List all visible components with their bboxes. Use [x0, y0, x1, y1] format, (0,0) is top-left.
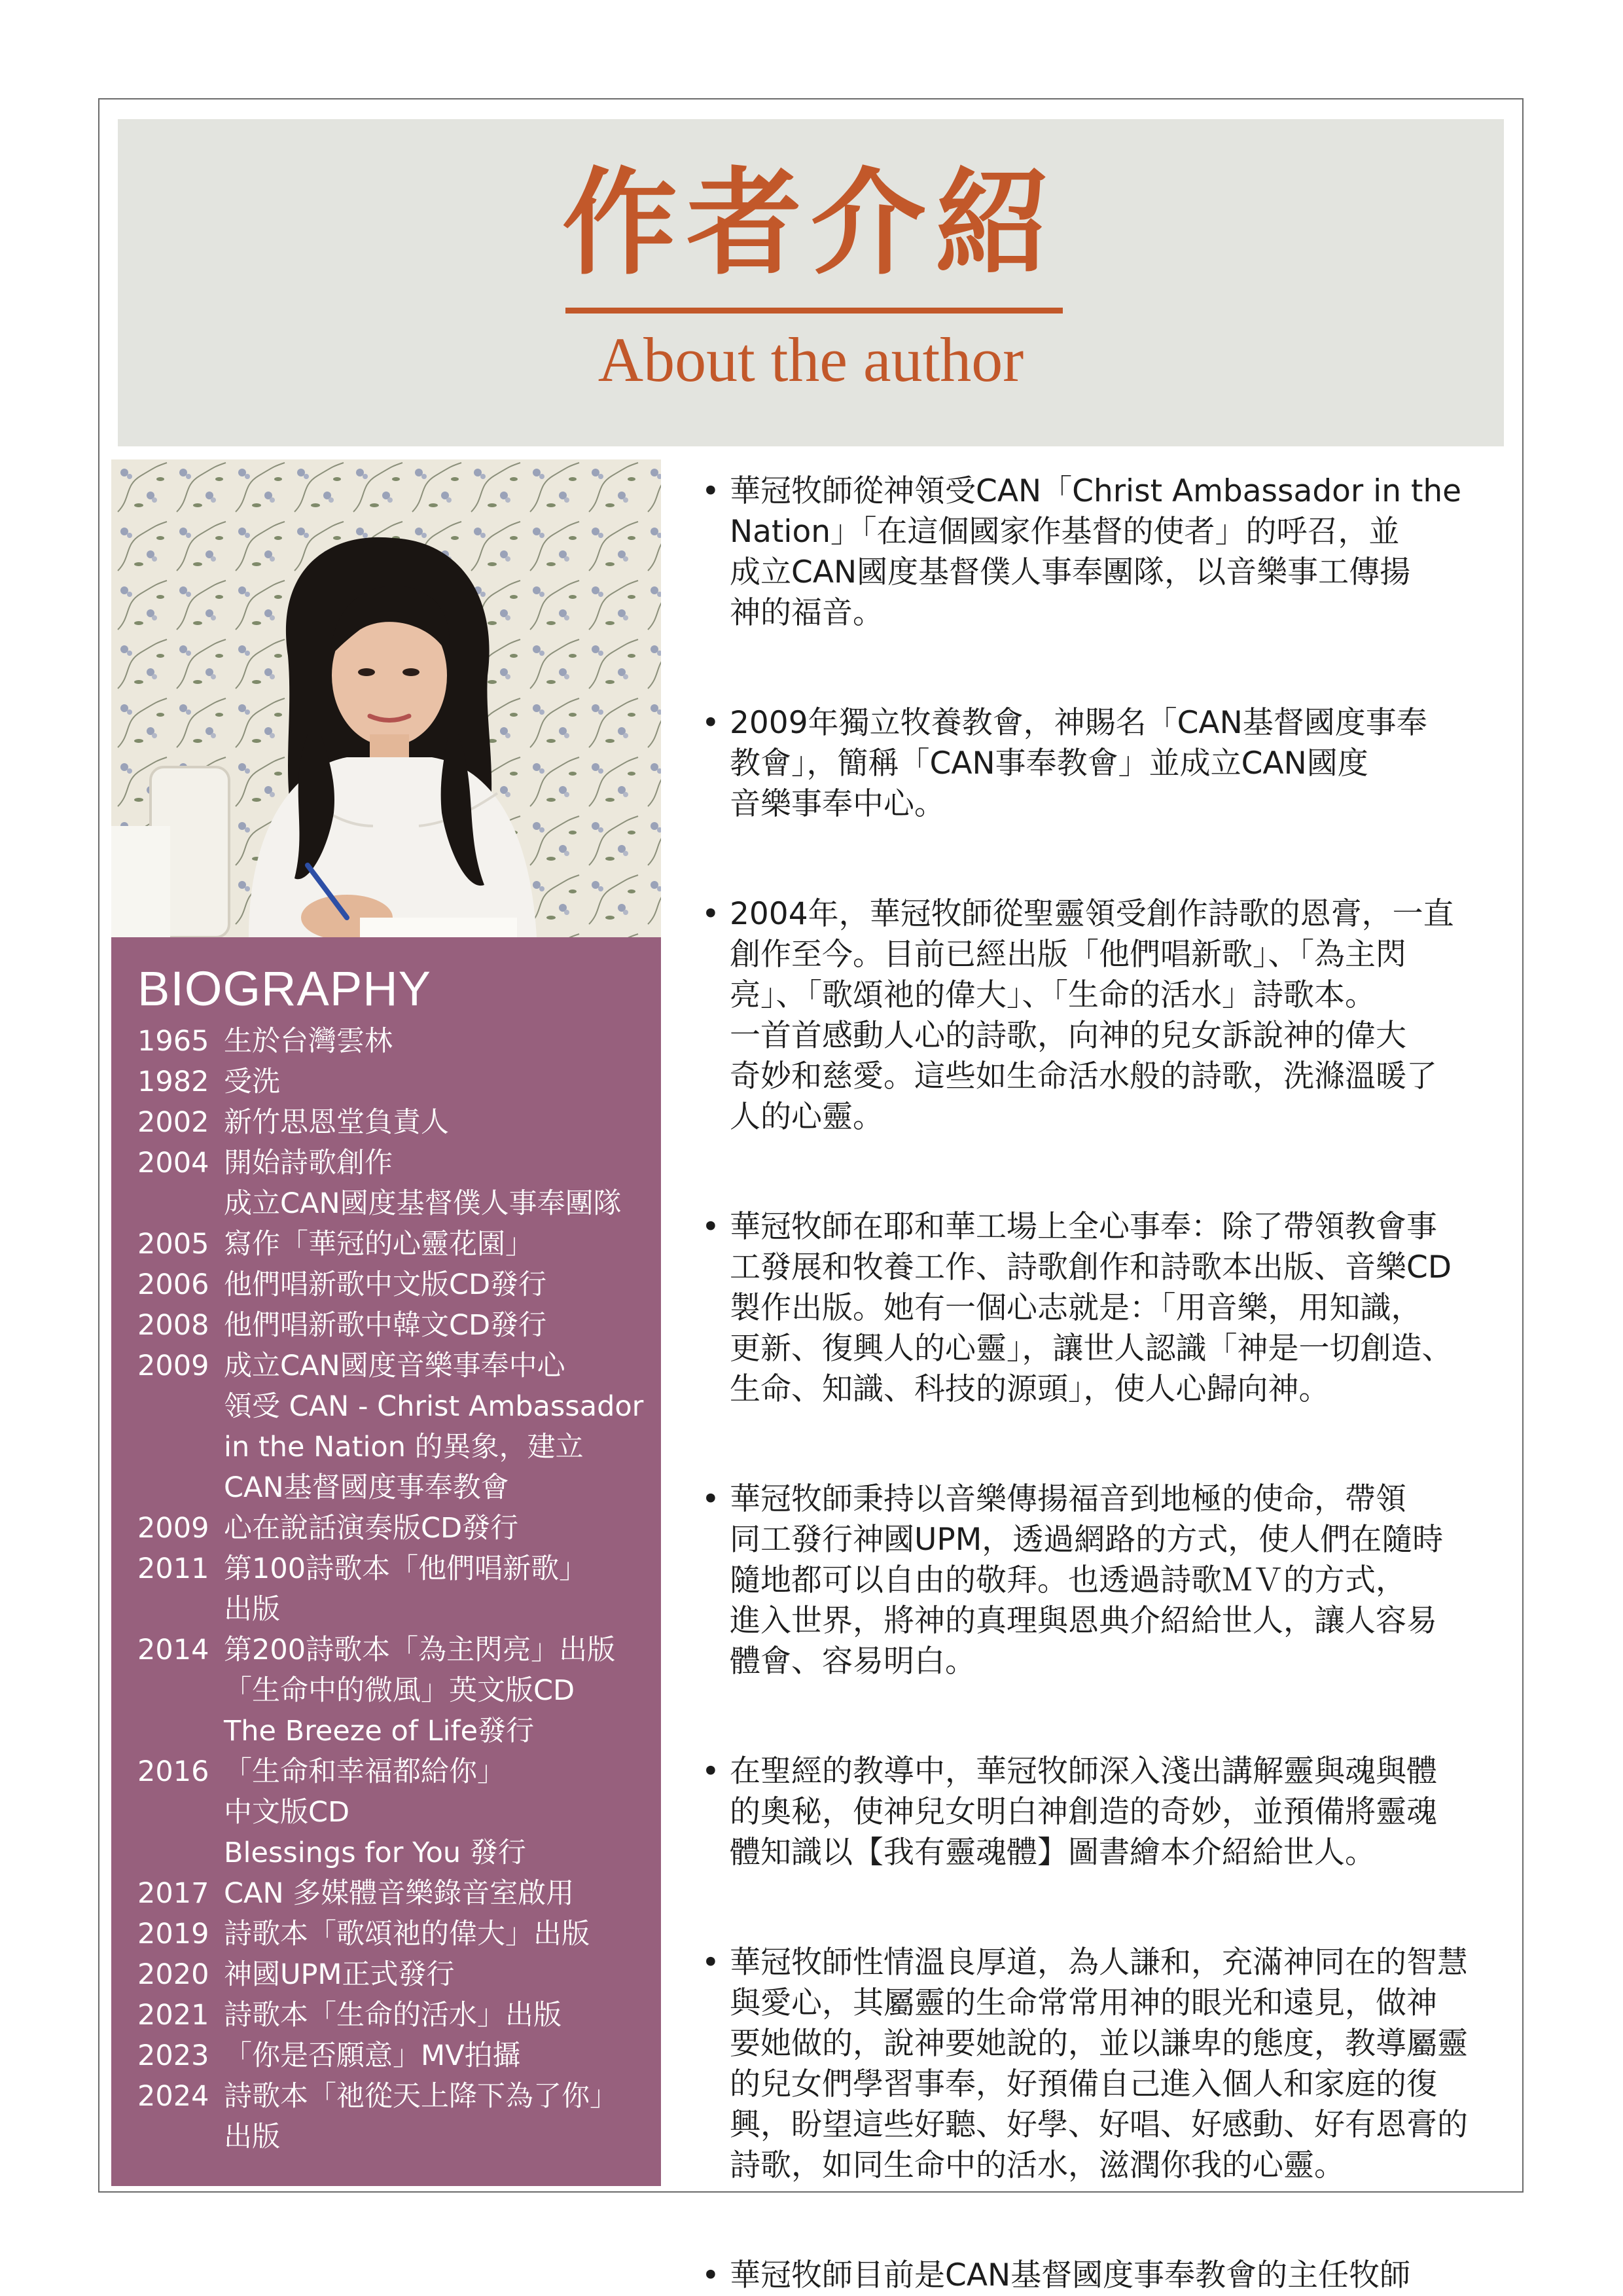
bullet-line: 體會、容易明白。	[730, 1643, 976, 1679]
biography-event-line: 詩歌本「祂從天上降下為了你」	[224, 2080, 618, 2113]
bullet-line: Nation」「在這個國家作基督的使者」的呼召，並	[730, 514, 1400, 550]
biography-year: 1982	[137, 1066, 209, 1098]
bullet-list	[700, 471, 1502, 2296]
biography-panel	[111, 937, 661, 2186]
biography-event-line: 第200詩歌本「為主閃亮」出版	[224, 1634, 616, 1666]
bullet-line: 音樂事奉中心。	[730, 786, 945, 822]
biography-event-line: 他們唱新歌中韓文CD發行	[224, 1309, 547, 1342]
bullet-line: 創作至今。目前已經出版「他們唱新歌」、「為主閃	[730, 937, 1406, 973]
biography-entry	[137, 1305, 643, 1346]
biography-entry	[137, 1630, 643, 1751]
bullet-line: 亮」、「歌頌祂的偉大」、「生命的活水」詩歌本。	[730, 977, 1376, 1013]
bullet-line: 與愛心，其屬靈的生命常常用神的眼光和遠見，做神	[730, 1985, 1437, 2021]
biography-year: 1965	[137, 1025, 209, 1058]
biography-event-line: 生於台灣雲林	[224, 1025, 393, 1058]
biography-year: 2019	[137, 1918, 209, 1950]
bullet-paragraph	[700, 1943, 1502, 2186]
biography-year: 2021	[137, 1999, 209, 2032]
bullet-paragraph	[700, 471, 1502, 634]
biography-year: 2009	[137, 1512, 209, 1545]
biography-entry	[137, 1995, 643, 2036]
bullet-dot-icon: •	[702, 1481, 720, 1517]
biography-year: 2008	[137, 1309, 209, 1342]
biography-event	[224, 1021, 643, 1062]
biography-event	[224, 1508, 643, 1549]
bullet-paragraph	[700, 703, 1502, 825]
biography-entry	[137, 1224, 643, 1265]
biography-entry	[137, 1062, 643, 1102]
bullet-paragraph	[700, 1751, 1502, 1873]
biography-event-line: 第100詩歌本「他們唱新歌」	[224, 1552, 588, 1585]
biography-event	[224, 1630, 643, 1751]
biography-event	[224, 1265, 643, 1305]
biography-event-line: Blessings for You 發行	[224, 1837, 526, 1869]
bullet-dot-icon: •	[702, 1753, 720, 1789]
biography-event-line: in the Nation 的異象，建立	[224, 1431, 584, 1463]
biography-event-line: 中文版CD	[224, 1796, 350, 1829]
biography-event	[224, 2036, 643, 2076]
biography-event	[224, 1914, 643, 1954]
bullet-line: 的奧秘，使神兒女明白神創造的奇妙，並預備將靈魂	[730, 1794, 1437, 1830]
biography-year: 2006	[137, 1268, 209, 1301]
biography-year: 2014	[137, 1634, 209, 1666]
biography-entry	[137, 1549, 643, 1630]
biography-event	[224, 1751, 643, 1873]
biography-event	[224, 1062, 643, 1102]
bullet-line: 製作出版。她有一個心志就是：「用音樂，用知識，	[730, 1290, 1422, 1326]
biography-event-line: 他們唱新歌中文版CD發行	[224, 1268, 547, 1301]
bullet-line: 在聖經的教導中，華冠牧師深入淺出講解靈與魂與體	[730, 1753, 1437, 1789]
bullet-line: 人的心靈。	[730, 1099, 883, 1135]
biography-entry	[137, 1021, 643, 1062]
biography-event	[224, 1873, 643, 1914]
biography-year: 2005	[137, 1228, 209, 1261]
bullet-line: 華冠牧師目前是CAN基督國度事奉教會的主任牧師	[730, 2257, 1411, 2293]
bullet-line: 華冠牧師從神領受CAN「Christ Ambassador in the	[730, 473, 1462, 509]
biography-year: 2016	[137, 1755, 209, 1788]
biography-event-line: 「你是否願意」MV拍攝	[224, 2039, 521, 2072]
bullet-line: 同工發行神國UPM，透過網路的方式，使人們在隨時	[730, 1522, 1444, 1558]
biography-year: 2011	[137, 1552, 209, 1585]
bullet-dot-icon: •	[702, 1209, 720, 1245]
bullet-line: 一首首感動人心的詩歌，向神的兒女訴說神的偉大	[730, 1018, 1406, 1054]
bullet-line: 成立CAN國度基督僕人事奉團隊，以音樂事工傳揚	[730, 554, 1411, 590]
bullet-line: 要她做的，說神要她說的，並以謙卑的態度，教導屬靈	[730, 2026, 1468, 2062]
bullet-line: 更新、復興人的心靈」，讓世人認識「神是一切創造、	[730, 1331, 1453, 1367]
biography-entry	[137, 1508, 643, 1549]
biography-event-line: 心在說話演奏版CD發行	[224, 1512, 519, 1545]
bullet-line: 的兒女們學習事奉，好預備自己進入個人和家庭的復	[730, 2066, 1437, 2102]
biography-year: 2020	[137, 1958, 209, 1991]
biography-event-line: 開始詩歌創作	[224, 1147, 393, 1179]
biography-title: BIOGRAPHY	[137, 961, 431, 1016]
bullet-dot-icon: •	[702, 1945, 720, 1981]
biography-event-line: 神國UPM正式發行	[224, 1958, 455, 1991]
biography-event-line: 成立CAN國度音樂事奉中心	[224, 1350, 565, 1382]
biography-entry	[137, 1914, 643, 1954]
bullet-line: 隨地都可以自由的敬拜。也透過詩歌ＭＶ的方式，	[730, 1562, 1406, 1598]
bullet-dot-icon: •	[702, 896, 720, 932]
page-subtitle: About the author	[597, 325, 1024, 395]
biography-event-line: 受洗	[224, 1066, 280, 1098]
biography-entry	[137, 1102, 643, 1143]
biography-entry	[137, 1265, 643, 1305]
biography-year: 2009	[137, 1350, 209, 1382]
biography-year: 2023	[137, 2039, 209, 2072]
biography-event-line: 新竹思恩堂負責人	[224, 1106, 449, 1139]
biography-entry	[137, 2036, 643, 2076]
biography-event	[224, 1995, 643, 2036]
biography-event-line: 詩歌本「歌頌祂的偉大」出版	[224, 1918, 590, 1950]
bullet-line: 華冠牧師在耶和華工場上全心事奉：除了帶領教會事	[730, 1209, 1437, 1245]
biography-event-line: 出版	[224, 2121, 280, 2153]
biography-year: 2017	[137, 1877, 209, 1910]
biography-event-line: 寫作「華冠的心靈花園」	[224, 1228, 533, 1261]
bullet-paragraph	[700, 1479, 1502, 1682]
bullet-line: 2009年獨立牧養教會，神賜名「CAN基督國度事奉	[730, 705, 1427, 741]
biography-event	[224, 1224, 643, 1265]
biography-entry	[137, 1751, 643, 1873]
bullet-line: 進入世界，將神的真理與恩典介紹給世人，讓人容易	[730, 1603, 1437, 1639]
page-title: 作者介紹	[562, 156, 1060, 291]
author-photo	[111, 459, 661, 937]
bullet-line: 生命、知識、科技的源頭」，使人心歸向神。	[730, 1371, 1330, 1407]
title-divider	[565, 308, 1063, 314]
biography-entry	[137, 1873, 643, 1914]
biography-event-line: 「生命中的微風」英文版CD	[224, 1674, 575, 1707]
biography-event-line: 詩歌本「生命的活水」出版	[224, 1999, 562, 2032]
bullet-paragraph	[700, 1207, 1502, 1410]
biography-entry	[137, 1346, 643, 1508]
bullet-paragraph	[700, 2255, 1502, 2296]
biography-event	[224, 1102, 643, 1143]
bullet-line: 興，盼望這些好聽、好學、好唱、好感動、好有恩膏的	[730, 2107, 1468, 2143]
biography-event-line: CAN 多媒體音樂錄音室啟用	[224, 1877, 575, 1910]
biography-year: 2002	[137, 1106, 209, 1139]
biography-event	[224, 1549, 643, 1630]
biography-event-line: CAN基督國度事奉教會	[224, 1471, 509, 1504]
bullet-line: 2004年，華冠牧師從聖靈領受創作詩歌的恩膏，一直	[730, 896, 1454, 932]
biography-event	[224, 1346, 643, 1508]
author-portrait-icon	[111, 459, 661, 937]
header-band	[118, 119, 1504, 446]
biography-entry	[137, 1954, 643, 1995]
bullet-line: 工發展和牧養工作、詩歌創作和詩歌本出版、音樂CD	[730, 1249, 1452, 1285]
biography-event	[224, 1143, 643, 1224]
bullet-line: 體知識以【我有靈魂體】圖書繪本介紹給世人。	[730, 1835, 1376, 1871]
biography-event	[224, 1305, 643, 1346]
biography-event-line: 成立CAN國度基督僕人事奉團隊	[224, 1187, 622, 1220]
bullet-line: 詩歌，如同生命中的活水，滋潤你我的心靈。	[730, 2147, 1345, 2183]
biography-event	[224, 1954, 643, 1995]
bullet-line: 教會」，簡稱「CAN事奉教會」並成立CAN國度	[730, 745, 1368, 781]
biography-event-line: The Breeze of Life發行	[224, 1715, 535, 1748]
bullet-line: 華冠牧師性情溫良厚道，為人謙和，充滿神同在的智慧	[730, 1945, 1468, 1981]
biography-list	[137, 1021, 643, 2157]
biography-year: 2024	[137, 2080, 209, 2113]
bullet-line: 華冠牧師秉持以音樂傳揚福音到地極的使命，帶領	[730, 1481, 1406, 1517]
bullet-dot-icon: •	[702, 2257, 720, 2293]
biography-entry	[137, 2076, 643, 2157]
biography-entry	[137, 1143, 643, 1224]
bullet-line: 神的福音。	[730, 595, 883, 631]
biography-event-line: 「生命和幸福都給你」	[224, 1755, 505, 1788]
bullet-dot-icon: •	[702, 705, 720, 741]
biography-event-line: 出版	[224, 1593, 280, 1626]
bullet-paragraph	[700, 894, 1502, 1138]
biography-year: 2004	[137, 1147, 209, 1179]
bullet-dot-icon: •	[702, 473, 720, 509]
biography-event-line: 領受 CAN - Christ Ambassador	[224, 1390, 644, 1423]
biography-event	[224, 2076, 643, 2157]
bullet-line: 奇妙和慈愛。這些如生命活水般的詩歌，洗滌溫暖了	[730, 1058, 1437, 1094]
